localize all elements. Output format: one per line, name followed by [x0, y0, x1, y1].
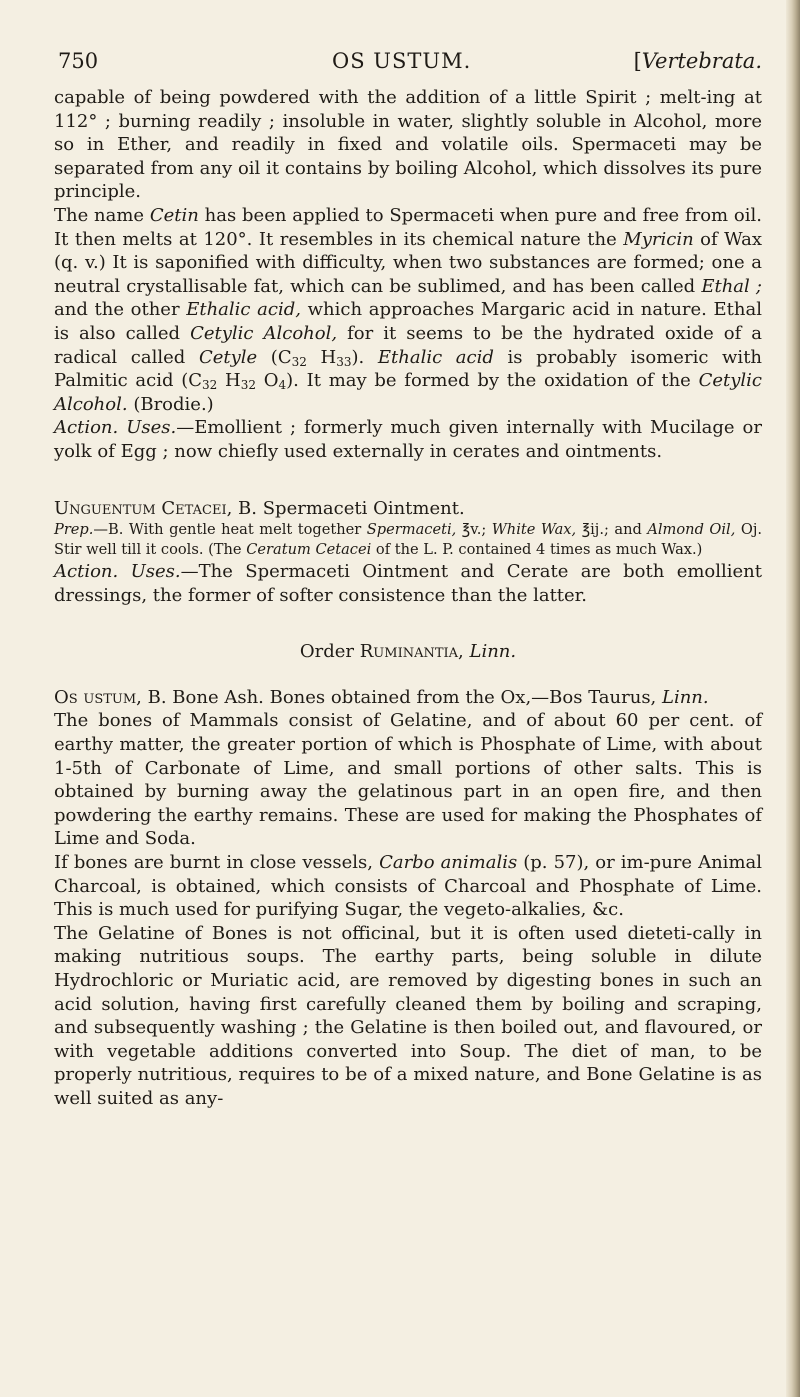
text-run: which approaches Margaric acid in nature. Ethal is also called	[54, 299, 762, 344]
term-cetyle: Cetyle	[198, 346, 258, 368]
paragraph-cetin	[54, 204, 762, 416]
text-run: and the other	[54, 299, 187, 321]
formula-subscript: 32	[202, 378, 218, 393]
spacer	[54, 464, 762, 497]
term-ceratum-cetacei: Ceratum Cetacei	[246, 541, 372, 559]
heading-os-ustum	[54, 686, 762, 710]
formula-part: ).	[351, 346, 378, 368]
heading-order-ruminantia	[54, 640, 762, 664]
preparation-subtitle: B. Spermaceti Ointment.	[232, 497, 465, 519]
paragraph-spermaceti-properties: capable of being powdered with the addition of a little Spirit ; melt-ing at 112° ; burning readily ; insoluble in water, slightly soluble in Alcohol, more so in Ether, and readily in fixed and volatile oils. Spermaceti may be separated from any oil it contains by boiling Alcohol, which dissolves its pure principle.	[54, 87, 762, 203]
preparation-name: Unguentum Cetacei,	[54, 497, 233, 519]
term-ethalic-acid: Ethalic acid,	[186, 299, 301, 321]
text-run: ℥ij.; and	[576, 521, 648, 539]
ingredient-spermaceti: Spermaceti,	[366, 521, 457, 539]
paragraph-ointment-action	[54, 560, 762, 607]
running-head	[54, 46, 762, 76]
spacer	[54, 664, 762, 686]
term-cetin: Cetin	[149, 204, 199, 226]
text-run: of Wax (q. v.) It is saponified with difficulty, when two substances are formed; one a neutral crystallisable fat, which can be sublimed, and has been called	[54, 228, 762, 297]
order-name: Ruminantia,	[359, 641, 464, 663]
formula-subscript: 33	[336, 354, 352, 369]
formula-subscript: 32	[240, 378, 257, 393]
paragraph-bone-composition: The bones of Mammals consist of Gelatine, and of about 60 per cent. of earthy matter, the greater portion of which is Phosphate of Lime, with about 1-5th of Carbonate of Lime, and small portions of other salts. This is obtained by burning away the gelatinous part in an open fire, and then powdering the earthy remains. These are used for making the Phosphates of Lime and Soda.	[54, 710, 762, 850]
text-run: If bones are burnt in close vessels,	[54, 852, 380, 874]
formula-subscript: 4	[278, 378, 287, 393]
species-authority: Linn.	[662, 686, 709, 708]
text-run: is probably isomeric with Palmitic acid (C	[54, 346, 763, 392]
page-edge-shadow	[786, 0, 800, 1397]
formula-part: H	[306, 346, 337, 368]
paragraph-action-uses	[54, 416, 762, 463]
text-run: (p. 57), or im-pure Animal Charcoal, is obtained, which consists of Charcoal and Phosphate of Lime. This is much used for purifying Sugar, the vegeto-alkalies, &c.	[54, 852, 762, 921]
preparation-name: Os ustum,	[54, 686, 142, 708]
ingredient-almond-oil: Almond Oil,	[647, 521, 736, 539]
action-uses-text: —The Spermaceti Ointment and Cerate are both emollient dressings, the former of softer consistence than the latter.	[54, 561, 763, 606]
spacer	[54, 607, 762, 640]
text-run: of the L. P. contained 4 times as much Wax.)	[371, 541, 703, 559]
paragraph-bone-gelatine: The Gelatine of Bones is not officinal, but it is often used dieteti-cally in making nutritious soups. The earthy parts, being soluble in dilute Hydrochloric or Muriatic acid, are removed by digesting bones in such an acid solution, having first carefully cleaned them by boiling and scraping, and subsequently washing ; the Gelatine is then boiled out, and flavoured, or with vegetable additions converted into Soup. The diet of man, to be properly nutritious, requires to be of a mixed nature, and Bone Gelatine is as well suited as any-	[54, 922, 762, 1109]
text-run: Oj. Stir well till it cools. (The	[54, 521, 763, 559]
term-ethal: Ethal ;	[701, 275, 762, 297]
text-run: —B. With gentle heat melt together	[93, 521, 367, 539]
formula-subscript: 32	[291, 354, 307, 369]
heading-unguentum-cetacei	[54, 497, 762, 521]
text-run: The name	[54, 204, 150, 226]
term-cetylic-alcohol: Cetylic Alcohol,	[190, 322, 338, 344]
main-text	[54, 86, 762, 1111]
term-myricin: Myricin	[623, 228, 694, 250]
ingredient-white-wax: White Wax,	[491, 521, 577, 539]
action-uses-label: Action. Uses.	[54, 417, 177, 439]
preparation-subtitle: B. Bone Ash. Bones obtained from the Ox,—Bos Taurus,	[141, 686, 662, 708]
order-authority: Linn.	[463, 641, 517, 663]
text-run: ). It may be formed by the oxidation of the	[286, 370, 699, 392]
section-bracket: [	[633, 49, 642, 73]
section-name: Vertebrata.	[641, 49, 762, 73]
running-title: OS USTUM.	[332, 49, 472, 73]
formula-part: (C	[257, 346, 292, 368]
text-run: has been applied to Spermaceti when pure and free from oil. It then melts at 120°. It resembles in its chemical nature the	[54, 204, 762, 250]
formula-part: O	[256, 370, 279, 392]
section-title	[634, 46, 762, 76]
text-run: ℥v.;	[456, 521, 492, 539]
order-word: Order	[299, 641, 360, 663]
term-cetylic-alcohol: Cetylic Alcohol.	[54, 370, 762, 415]
preparation-recipe	[54, 520, 762, 560]
text-run: for it seems to be the hydrated oxide of a radical called	[54, 322, 762, 368]
formula-part: H	[217, 370, 241, 392]
term-carbo-animalis: Carbo animalis	[379, 852, 518, 874]
prep-label: Prep.	[54, 521, 94, 539]
action-uses-text: —Emollient ; formerly much given internally with Mucilage or yolk of Egg ; now chiefly used externally in cerates and ointments.	[54, 417, 762, 462]
action-uses-label: Action. Uses.	[54, 561, 181, 583]
term-ethalic-acid: Ethalic acid	[377, 346, 494, 368]
text-run: (Brodie.)	[127, 393, 214, 415]
book-page	[54, 46, 762, 1111]
paragraph-animal-charcoal	[54, 851, 762, 922]
page-number: 750	[58, 49, 99, 73]
